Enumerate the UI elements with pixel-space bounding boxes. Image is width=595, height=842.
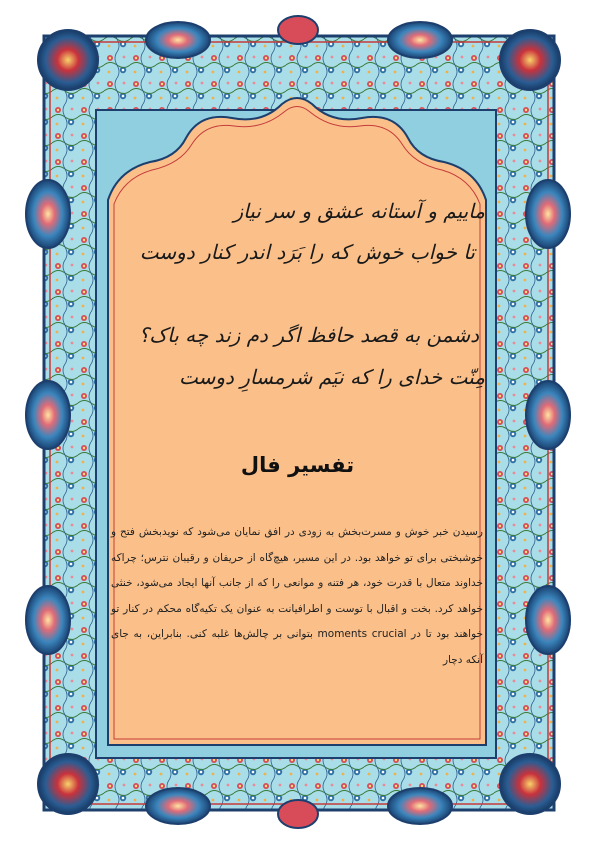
- interpretation-text: رسیدن خبر خوش و مسرت‌بخش به زودی در افق نمایان می‌شود که نویدبخش فتح و خوشبختی برای تو خواهد بود. در این مسیر، هیچ‌گاه از حریفان و رقیبان نترس؛ چراکه خداوند متعال با قدرت خود، هر فتنه و موانعی را که از جانب آنها ایجاد می‌شود، خنثی خواهد کرد. بخت و اقبال با توست و اطرافیانت به عنوان یک تکیه‌گاه محکم در کنار تو خواهند بود تا در moments crucial بتوانی بر چالش‌ها غلبه کنی. بنابراین، به جای آنکه دچار: [111, 526, 483, 666]
- poem-verse-2-line-2: مِنّت خدای را که نیَم شرمسارِ دوست: [178, 365, 485, 389]
- poem-verse-1-line-1: ماییم و آستانه عشق و سر نیاز: [233, 199, 485, 223]
- interpretation-title: تفسیر فال: [240, 453, 355, 477]
- poem-verse-1-line-2: تا خواب خوش که را بَرَد اندر کنار دوست: [139, 240, 475, 264]
- poem-verse-2-line-1: دشمن به قصد حافظ اگر دم زند چه باک؟: [138, 323, 479, 347]
